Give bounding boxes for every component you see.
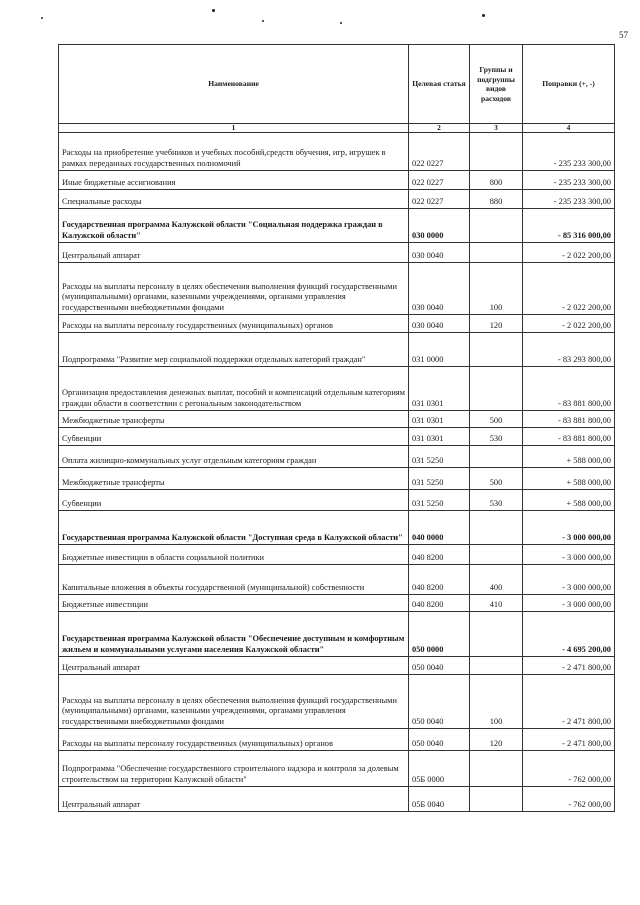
- table-row: [59, 243, 615, 263]
- row-amount: - 235 233 300,00: [523, 190, 615, 209]
- row-name: Подпрограмма "Развитие мер социальной поддержки отдельных категорий граждан": [59, 333, 409, 367]
- row-target-code: 05Б 0040: [409, 787, 470, 812]
- header-groups: Группы и подгруппы видов расходов: [470, 45, 523, 124]
- table-row: [59, 315, 615, 333]
- row-amount: - 3 000 000,00: [523, 511, 615, 545]
- row-group: [470, 787, 523, 812]
- row-group: 530: [470, 428, 523, 446]
- row-target-code: 050 0040: [409, 675, 470, 729]
- column-number-row: [59, 124, 615, 133]
- row-amount: - 83 293 800,00: [523, 333, 615, 367]
- row-target-code: 031 0000: [409, 333, 470, 367]
- row-target-code: 022 0227: [409, 171, 470, 190]
- row-group: [470, 511, 523, 545]
- row-group: 410: [470, 595, 523, 612]
- row-group: 120: [470, 729, 523, 751]
- row-target-code: 040 0000: [409, 511, 470, 545]
- row-group: 120: [470, 315, 523, 333]
- table-row: [59, 133, 615, 171]
- row-name: Центральный аппарат: [59, 243, 409, 263]
- row-target-code: 05Б 0000: [409, 751, 470, 787]
- row-group: [470, 367, 523, 411]
- row-group: [470, 209, 523, 243]
- row-target-code: 030 0040: [409, 315, 470, 333]
- row-amount: - 2 471 800,00: [523, 657, 615, 675]
- table-header-row: [59, 45, 615, 124]
- row-amount: - 2 022 200,00: [523, 315, 615, 333]
- row-name: Иные бюджетные ассигнования: [59, 171, 409, 190]
- row-name: Капитальные вложения в объекты государственной (муниципальной) собственности: [59, 565, 409, 595]
- row-target-code: 050 0040: [409, 657, 470, 675]
- row-name: Центральный аппарат: [59, 787, 409, 812]
- table-row: [59, 367, 615, 411]
- row-amount: - 2 471 800,00: [523, 729, 615, 751]
- table-row: [59, 751, 615, 787]
- row-target-code: 040 8200: [409, 595, 470, 612]
- row-name: Государственная программа Калужской области "Доступная среда в Калужской области": [59, 511, 409, 545]
- row-amount: - 2 022 200,00: [523, 243, 615, 263]
- row-target-code: 040 8200: [409, 545, 470, 565]
- row-group: 400: [470, 565, 523, 595]
- row-name: Специальные расходы: [59, 190, 409, 209]
- row-target-code: 031 0301: [409, 411, 470, 428]
- row-target-code: 031 5250: [409, 446, 470, 468]
- table-row: [59, 209, 615, 243]
- table-row: [59, 263, 615, 315]
- page-number: 57: [619, 30, 628, 40]
- row-group: 800: [470, 171, 523, 190]
- table-row: [59, 675, 615, 729]
- row-target-code: 031 5250: [409, 490, 470, 511]
- row-amount: - 83 881 800,00: [523, 367, 615, 411]
- row-amount: + 588 000,00: [523, 490, 615, 511]
- row-amount: - 3 000 000,00: [523, 565, 615, 595]
- row-name: Государственная программа Калужской области "Социальная поддержка граждан в Калужской области": [59, 209, 409, 243]
- row-target-code: 050 0040: [409, 729, 470, 751]
- row-group: [470, 612, 523, 657]
- row-amount: - 83 881 800,00: [523, 411, 615, 428]
- table-row: [59, 729, 615, 751]
- row-name: Государственная программа Калужской области "Обеспечение доступным и комфортным жильем и коммунальными услугами населения Калужской области": [59, 612, 409, 657]
- row-name: Бюджетные инвестиции в области социальной политики: [59, 545, 409, 565]
- table-row: [59, 595, 615, 612]
- header-amendments: Поправки (+, -): [523, 45, 615, 124]
- row-name: Расходы на выплаты персоналу государственных (муниципальных) органов: [59, 729, 409, 751]
- row-amount: - 3 000 000,00: [523, 545, 615, 565]
- table-body: [59, 133, 615, 812]
- table-row: [59, 511, 615, 545]
- row-name: Расходы на выплаты персоналу в целях обеспечения выполнения функций государственными (муниципальными) органами, казенными учреждениями, органами управления государственными внебюджетными фондами: [59, 263, 409, 315]
- row-group: [470, 751, 523, 787]
- row-group: [470, 133, 523, 171]
- budget-amendments-table: [58, 44, 615, 812]
- row-name: Бюджетные инвестиции: [59, 595, 409, 612]
- column-number: 3: [470, 124, 523, 133]
- row-amount: - 2 022 200,00: [523, 263, 615, 315]
- table-row: [59, 411, 615, 428]
- row-group: [470, 243, 523, 263]
- row-group: [470, 333, 523, 367]
- row-target-code: 022 0227: [409, 190, 470, 209]
- table-row: [59, 171, 615, 190]
- row-group: [470, 657, 523, 675]
- row-group: 100: [470, 263, 523, 315]
- row-amount: + 588 000,00: [523, 446, 615, 468]
- row-amount: - 83 881 800,00: [523, 428, 615, 446]
- header-name: Наименование: [59, 45, 409, 124]
- table-row: [59, 612, 615, 657]
- row-target-code: 022 0227: [409, 133, 470, 171]
- table-row: [59, 468, 615, 490]
- row-group: 500: [470, 468, 523, 490]
- column-number: 2: [409, 124, 470, 133]
- row-group: [470, 446, 523, 468]
- table-row: [59, 446, 615, 468]
- row-target-code: 031 5250: [409, 468, 470, 490]
- row-amount: - 85 316 000,00: [523, 209, 615, 243]
- row-group: 880: [470, 190, 523, 209]
- header-target: Целевая статья: [409, 45, 470, 124]
- table-row: [59, 565, 615, 595]
- row-amount: - 4 695 200,00: [523, 612, 615, 657]
- table-row: [59, 545, 615, 565]
- table-row: [59, 190, 615, 209]
- row-name: Подпрограмма "Обеспечение государственного строительного надзора и контроля за долевым строительством на территории Калужской области": [59, 751, 409, 787]
- row-group: [470, 545, 523, 565]
- row-target-code: 031 0301: [409, 428, 470, 446]
- row-name: Расходы на приобретение учебников и учебных пособий,средств обучения, игр, игрушек в рамках переданных государственных полномочий: [59, 133, 409, 171]
- row-name: Межбюджетные трансферты: [59, 468, 409, 490]
- row-amount: - 2 471 800,00: [523, 675, 615, 729]
- row-name: Субвенции: [59, 428, 409, 446]
- row-amount: - 762 000,00: [523, 787, 615, 812]
- table-row: [59, 787, 615, 812]
- column-number: 1: [59, 124, 409, 133]
- row-name: Межбюджетные трансферты: [59, 411, 409, 428]
- row-amount: + 588 000,00: [523, 468, 615, 490]
- row-target-code: 031 0301: [409, 367, 470, 411]
- row-name: Субвенции: [59, 490, 409, 511]
- row-target-code: 040 8200: [409, 565, 470, 595]
- row-amount: - 762 000,00: [523, 751, 615, 787]
- row-target-code: 050 0000: [409, 612, 470, 657]
- row-target-code: 030 0040: [409, 263, 470, 315]
- row-name: Оплата жилищно-коммунальных услуг отдельным категориям граждан: [59, 446, 409, 468]
- table-row: [59, 657, 615, 675]
- column-number: 4: [523, 124, 615, 133]
- row-target-code: 030 0000: [409, 209, 470, 243]
- row-group: 500: [470, 411, 523, 428]
- row-amount: - 3 000 000,00: [523, 595, 615, 612]
- table-row: [59, 428, 615, 446]
- row-name: Организация предоставления денежных выплат, пособий и компенсаций отдельным категориям граждан области в соответствии с регональным законодательством: [59, 367, 409, 411]
- row-name: Расходы на выплаты персоналу государственных (муниципальных) органов: [59, 315, 409, 333]
- row-amount: - 235 233 300,00: [523, 133, 615, 171]
- row-group: 530: [470, 490, 523, 511]
- row-target-code: 030 0040: [409, 243, 470, 263]
- table-row: [59, 490, 615, 511]
- row-group: 100: [470, 675, 523, 729]
- row-name: Расходы на выплаты персоналу в целях обеспечения выполнения функций государственными (муниципальными) органами, казенными учреждениями, органами управления государственными внебюджетными фондами: [59, 675, 409, 729]
- row-amount: - 235 233 300,00: [523, 171, 615, 190]
- table-row: [59, 333, 615, 367]
- row-name: Центральный аппарат: [59, 657, 409, 675]
